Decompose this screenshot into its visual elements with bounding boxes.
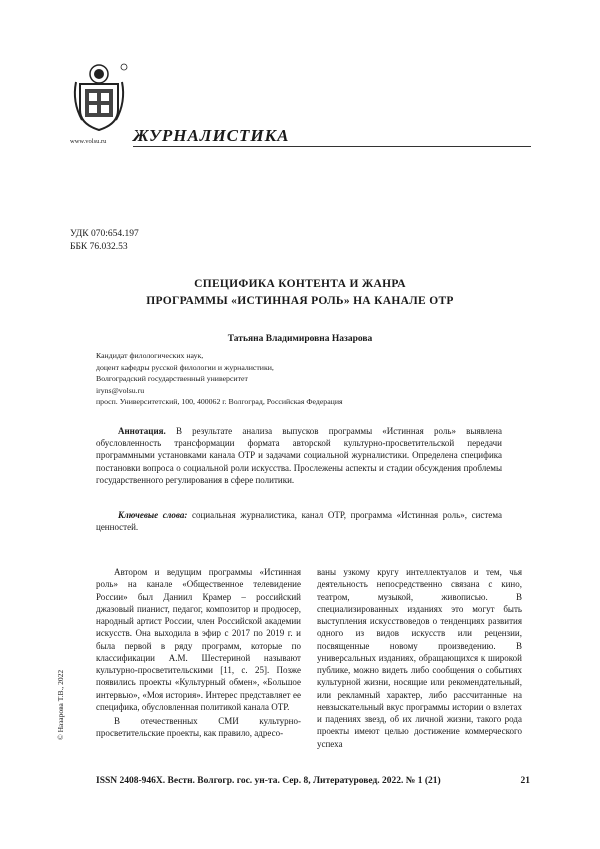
keywords-label: Ключевые слова: xyxy=(118,510,187,520)
body-column-left xyxy=(96,566,301,740)
logo-url: www.volsu.ru xyxy=(70,138,106,145)
affil-position: доцент кафедры русской филологии и журналистики, xyxy=(96,362,343,374)
affil-address: просп. Университетский, 100, 400062 г. Волгоград, Российская Федерация xyxy=(96,396,343,408)
university-logo xyxy=(70,62,128,132)
paragraph: Автором и ведущим программы «Истинная роль» на канале «Общественное телевидение России» был Даниил Крамер – российский джазовый пианист, педагог, композитор и продюсер, народный артист России, член Российской академии искусств. Она выходила в эфир с 2017 по 2019 г. и была первой в ряду программ, которые по классификации А.М. Шестериной называют культурно-просветительскими [11, с. 25]. Позже появились проекты «Культурный обмен», «Большое интервью», «Моя история». Интерес представляет ее специфика, обусловленная политикой канала ОТР. xyxy=(96,566,301,713)
author-affiliation xyxy=(96,350,343,408)
body-column-right xyxy=(317,566,522,750)
keywords xyxy=(96,509,502,533)
affil-degree: Кандидат филологических наук, xyxy=(96,350,343,362)
copyright-notice: © Назарова Т.В., 2022 xyxy=(56,670,65,740)
title-line-2: ПРОГРАММЫ «ИСТИННАЯ РОЛЬ» НА КАНАЛЕ ОТР xyxy=(70,293,530,310)
journal-citation: ISSN 2408-946Х. Вестн. Волгогр. гос. ун-та. Сер. 8, Литературовед. 2022. № 1 (21) xyxy=(96,776,441,786)
title-line-1: СПЕЦИФИКА КОНТЕНТА И ЖАНРА xyxy=(70,276,530,293)
abstract-text: В результате анализа выпусков программы «Истинная роль» выявлена обусловленность трансформации формата авторской культурно-просветительской передачи программными установками канала ОТР и задачами социальной журналистики. Определена специфика постановки вопроса о социальной роли искусства. Прослежены аспекты и стадии обсуждения проблемы государственного регулирования в сфере политики. xyxy=(96,426,502,485)
classification-codes xyxy=(70,228,139,254)
paragraph: В отечественных СМИ культурно-просветительские проекты, как правило, адресо- xyxy=(96,715,301,740)
paragraph: ваны узкому кругу интеллектуалов и тем, чья деятельность непосредственно связана с кино, театром, музыкой, живописью. В специализированных изданиях это могут быть выступления искусствоведов о тенденциях развития одного из видов искусств или рецензии, посвященные новому произведению. В универсальных изданиях, обращающихся к широкой публике, можно видеть либо сообщения о событиях культурной жизни, носящие или рекомендательный, или рекламный характер, либо рассчитанные на невзыскательный вкус программы истории о взлетах и падениях звезд, об их личной жизни, такого рода проекты имеют целью достижение коммерческого успеха xyxy=(317,566,522,750)
affil-email[interactable]: iryns@volsu.ru xyxy=(96,385,343,397)
page-footer xyxy=(96,776,530,786)
author-name: Татьяна Владимировна Назарова xyxy=(70,334,530,344)
section-title: ЖУРНАЛИСТИКА xyxy=(133,126,290,146)
page-number: 21 xyxy=(521,776,531,786)
header-divider xyxy=(133,146,531,147)
abstract-label: Аннотация. xyxy=(118,426,166,436)
abstract xyxy=(96,425,502,486)
udk-code: УДК 070:654.197 xyxy=(70,228,139,241)
keywords-text: социальная журналистика, канал ОТР, программа «Истинная роль», система ценностей. xyxy=(96,510,502,532)
article-title xyxy=(70,276,530,310)
bbk-code: ББК 76.032.53 xyxy=(70,241,139,254)
affil-university: Волгоградский государственный университет xyxy=(96,373,343,385)
